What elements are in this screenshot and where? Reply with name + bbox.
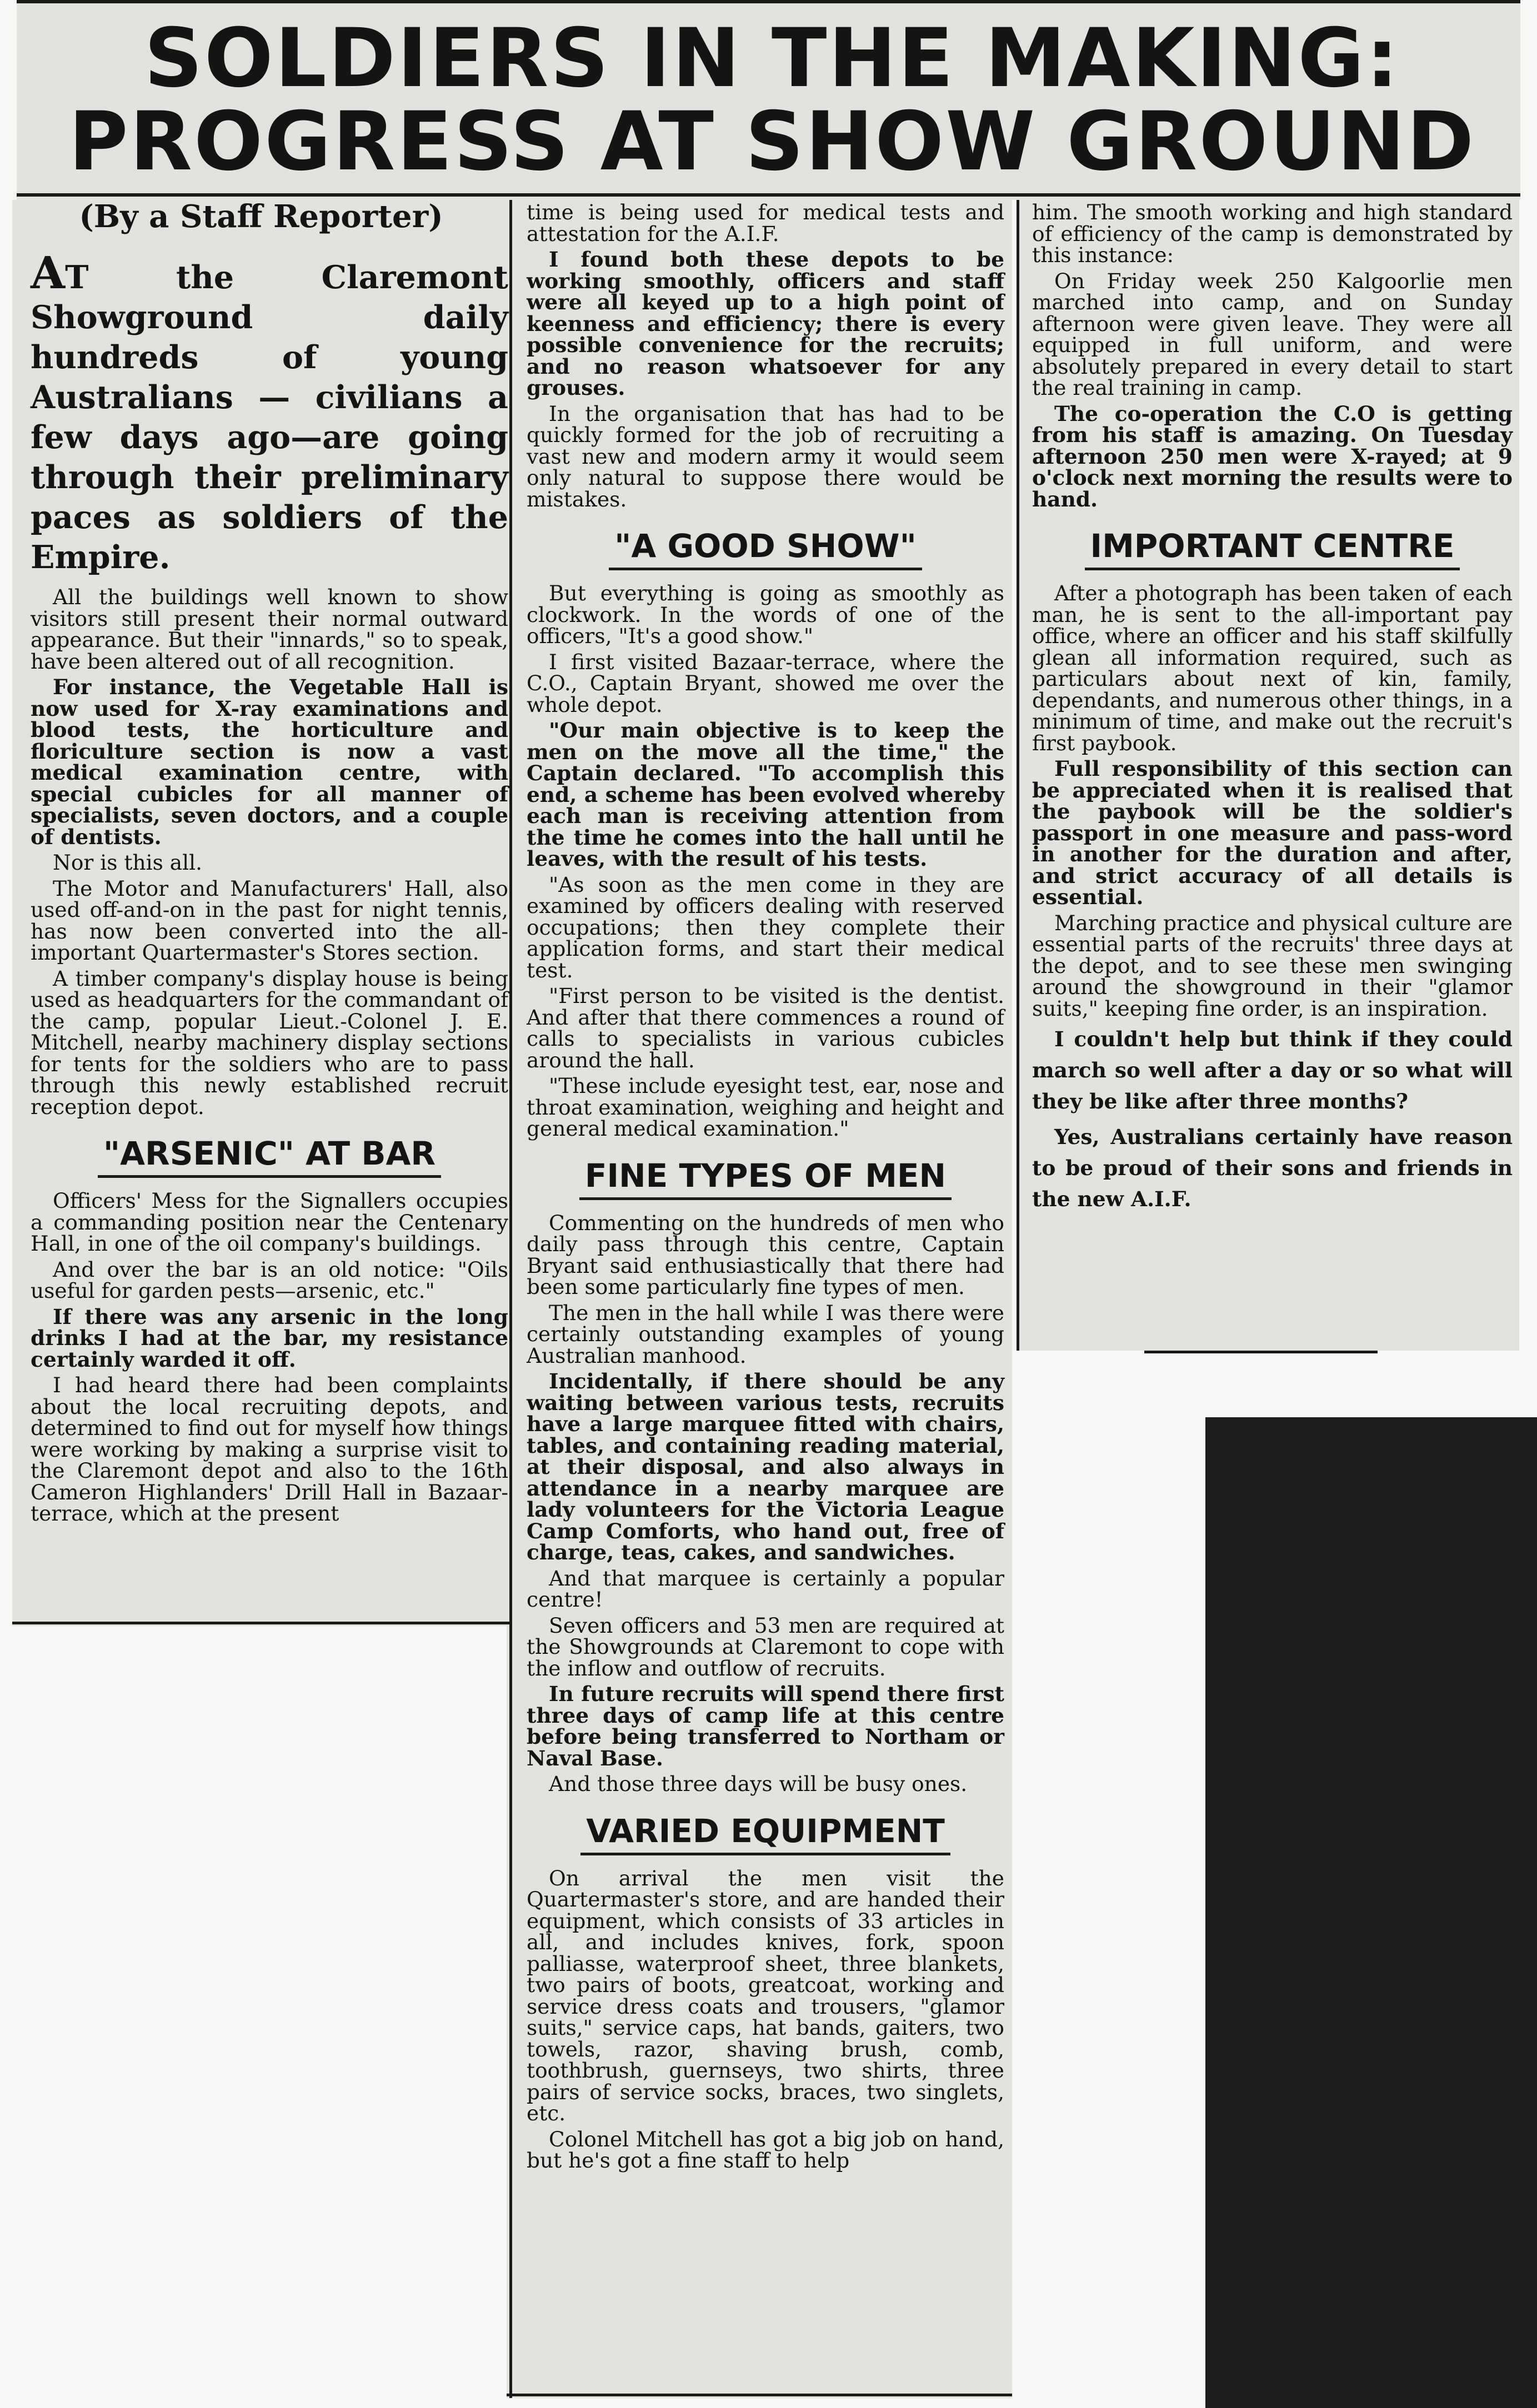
column-2-paragraph: "These include eyesight test, ear, nose and throat examination, weighing and height and general medical examination."	[527, 1073, 1004, 1141]
subheading-a-good-show: "A GOOD SHOW"	[527, 526, 1004, 570]
lead-paragraph	[31, 247, 508, 578]
column-1-paragraph: If there was any arsenic in the long drinks I had at the bar, my resistance certainly warded it off.	[31, 1304, 508, 1372]
drop-cap: A	[31, 247, 66, 299]
column-2	[527, 202, 1004, 2176]
column-1-paragraph: All the buildings well known to show visitors still present their normal outward appearance. But their "innards," so to speak, have been altered out of all recognition.	[31, 585, 508, 674]
column-divider-2	[1017, 200, 1019, 1351]
subheading-important-centre: IMPORTANT CENTRE	[1032, 526, 1513, 570]
column-2-paragraph: On arrival the men visit the Quartermaster's store, and are handed their equipment, which consists of 33 articles in all, and includes knives, fork, spoon palliasse, waterproof sheet, three blankets, two pairs of boots, greatcoat, working and service dress coats and trousers, "glamor suits," service caps, hat bands, gaiters, two towels, razor, shaving brush, comb, toothbrush, guernseys, two shirts, three pairs of service socks, braces, two singlets, etc.	[527, 1865, 1004, 2125]
column-2-paragraph: Seven officers and 53 men are required at the Showgrounds at Claremont to cope with the inflow and outflow of recruits.	[527, 1613, 1004, 1680]
column-3-paragraph: The co-operation the C.O is getting from his staff is amazing. On Tuesday afternoon 250 men were X-rayed; at 9 o'clock next morning the results were to hand.	[1032, 401, 1513, 511]
article-end-rule	[1144, 1351, 1378, 1353]
lead-text: T the Claremont Showground daily hundreds of young Australians — civilians a few days ago—are going through their preliminary paces as soldiers of the Empire.	[31, 259, 508, 576]
headline-line-2: PROGRESS AT SHOW GROUND	[68, 94, 1476, 189]
dark-background-panel	[1205, 1417, 1537, 2408]
column-3	[1032, 202, 1513, 1219]
column-3-paragraph: him. The smooth working and high standard of efficiency of the camp is demonstrated by this instance:	[1032, 200, 1513, 267]
column-2-paragraph: But everything is going as smoothly as clockwork. In the words of one of the officers, "It's a good show."	[527, 581, 1004, 648]
column-2-bottom-rule	[507, 2394, 1012, 2396]
column-1-paragraph: The Motor and Manufacturers' Hall, also used off-and-on in the past for night tennis, has now been converted into the all-important Quartermaster's Stores section.	[31, 876, 508, 965]
column-3-paragraph: I couldn't help but think if they could march so well after a day or so what will they be like after three months?	[1032, 1027, 1513, 1113]
column-2-paragraph: Commenting on the hundreds of men who daily pass through this centre, Captain Bryant said enthusiastically that there had been some particularly fine types of men.	[527, 1210, 1004, 1299]
column-1-paragraph: And over the bar is an old notice: "Oils useful for garden pests—arsenic, etc."	[31, 1257, 508, 1303]
column-1	[31, 247, 508, 1529]
column-2-paragraph: I found both these depots to be working smoothly, officers and staff were all keyed up to a high point of keenness and efficiency; there is every possible convenience for the recruits; and no reason whatsoever for any grouses.	[527, 247, 1004, 400]
headline	[22, 11, 1522, 189]
column-1-paragraph: For instance, the Vegetable Hall is now used for X-ray examinations and blood tests, the horticulture and floriculture section is now a vast medical examination centre, with special cubicles for all manner of specialists, seven doctors, and a couple of dentists.	[31, 675, 508, 849]
byline: (By a Staff Reporter)	[79, 198, 443, 235]
column-2-paragraph: In future recruits will spend there first three days of camp life at this centre before being transferred to Northam or Naval Base.	[527, 1682, 1004, 1770]
column-2-paragraph: Colonel Mitchell has got a big job on hand, but he's got a fine staff to help	[527, 2126, 1004, 2173]
subheading-varied-equipment: VARIED EQUIPMENT	[527, 1812, 1004, 1855]
top-border-rule	[17, 0, 1520, 3]
column-2-paragraph: "Our main objective is to keep the men on the move all the time," the Captain declared. "To accomplish this end, a scheme has been evolved whereby each man is receiving attention from the time he comes into the hall until he leaves, with the result of his tests.	[527, 718, 1004, 871]
column-3-paragraph: Yes, Australians certainly have reason to be proud of their sons and friends in the new A.I.F.	[1032, 1125, 1513, 1211]
column-2-paragraph: The men in the hall while I was there were certainly outstanding examples of young Australian manhood.	[527, 1300, 1004, 1368]
column-3-paragraph: On Friday week 250 Kalgoorlie men marched into camp, and on Sunday afternoon were given leave. They were all equipped in full uniform, and were absolutely prepared in every detail to start the real training in camp.	[1032, 268, 1513, 400]
column-3-paragraph: Marching practice and physical culture are essential parts of the recruits' three days at the depot, and to see these men swinging around the showground in their "glamor suits," keeping fine order, is an inspiration.	[1032, 910, 1513, 1021]
column-1-paragraph: Officers' Mess for the Signallers occupies a commanding position near the Centenary Hall, in one of the oil company's buildings.	[31, 1188, 508, 1256]
column-1-paragraph: A timber company's display house is being used as headquarters for the commandant of the camp, popular Lieut.-Colonel J. E. Mitchell, nearby machinery display sections for tents for the soldiers who are to pass through this newly established recruit reception depot.	[31, 966, 508, 1119]
subheading-fine-types-of-men: FINE TYPES OF MEN	[527, 1156, 1004, 1200]
column-2-paragraph: And that marquee is certainly a popular centre!	[527, 1566, 1004, 1612]
column-2-paragraph: "First person to be visited is the dentist. And after that there commences a round of calls to specialists in various cubicles around the hall.	[527, 984, 1004, 1072]
column-2-paragraph: time is being used for medical tests and attestation for the A.I.F.	[527, 200, 1004, 246]
column-1-bottom-rule	[12, 1622, 509, 1624]
column-2-paragraph: Incidentally, if there should be any waiting between various tests, recruits have a large marquee fitted with chairs, tables, and containing reading material, at their disposal, and also always in attendance in a nearby marquee are lady volunteers for the Victoria League Camp Comforts, who hand out, free of charge, teas, cakes, and sandwiches.	[527, 1369, 1004, 1564]
column-3-paragraph: After a photograph has been taken of each man, he is sent to the all-important pay office, where an officer and his staff skilfully glean all information required, such as particulars about next of kin, family, dependants, and numerous other things, in a minimum of time, and make out the recruit's first paybook.	[1032, 581, 1513, 755]
column-2-paragraph: In the organisation that has had to be quickly formed for the job of recruiting a vast new and modern army it would seem only natural to suppose there would be mistakes.	[527, 401, 1004, 511]
column-3-paragraph: Full responsibility of this section can be appreciated when it is realised that the paybook will be the soldier's passport in one measure and pass-word in another for the duration and after, and strict accuracy of all details is essential.	[1032, 756, 1513, 909]
column-2-paragraph: I first visited Bazaar-terrace, where the C.O., Captain Bryant, showed me over the whole depot.	[527, 649, 1004, 717]
column-divider-1	[509, 200, 512, 2398]
column-2-paragraph: And those three days will be busy ones.	[549, 1772, 968, 1796]
headline-line-1: SOLDIERS IN THE MAKING:	[144, 11, 1400, 106]
column-1-paragraph: I had heard there had been complaints about the local recruiting depots, and determined to find out for myself how things were working by making a surprise visit to the Claremont depot and also to the 16th Cameron Highlanders' Drill Hall in Bazaar-terrace, which at the present	[31, 1373, 508, 1526]
headline-rule	[17, 193, 1520, 197]
column-2-paragraph: "As soon as the men come in they are examined by officers dealing with reserved occupations; then they complete their application forms, and start their medical test.	[527, 872, 1004, 982]
column-1-paragraph: Nor is this all.	[53, 850, 203, 875]
subheading-arsenic-at-bar: "ARSENIC" AT BAR	[31, 1134, 508, 1178]
